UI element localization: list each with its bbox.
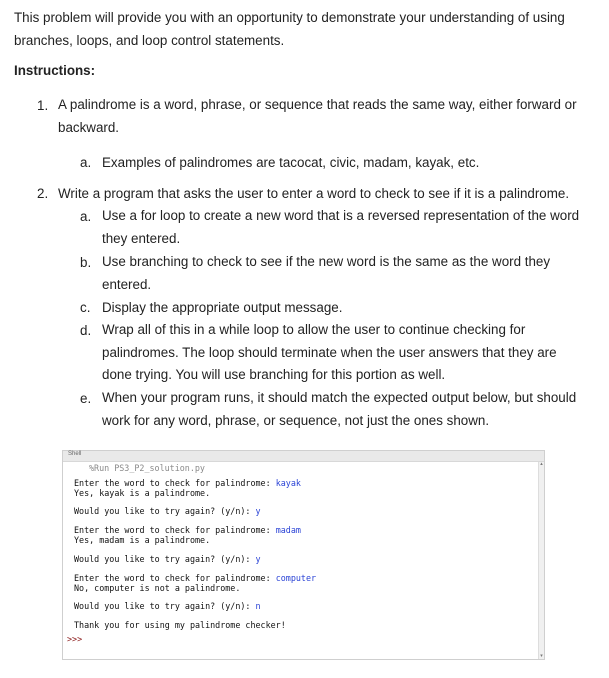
shell-result-1: Yes, kayak is a palindrome. (74, 488, 211, 498)
shell-again-line-1 (74, 506, 261, 516)
enter-prompt-1: Enter the word to check for palindrome: (74, 478, 276, 488)
shell-title-bar (63, 451, 544, 462)
item-2b-marker: b. (80, 255, 92, 270)
shell-run-line: %Run PS3_P2_solution.py (89, 463, 205, 473)
shell-scrollbar[interactable] (538, 462, 544, 659)
item-1a-text: Examples of palindromes are tacocat, civic, madam, kayak, etc. (102, 155, 480, 170)
item-1-line-2: backward. (58, 119, 120, 135)
shell-enter-line-3 (74, 573, 316, 583)
shell-result-3: No, computer is not a palindrome. (74, 583, 241, 593)
user-answer-3: n (255, 601, 261, 611)
again-prompt-3: Would you like to try again? (y/n): (74, 601, 256, 611)
user-input-1: kayak (275, 478, 301, 488)
enter-prompt-2: Enter the word to check for palindrome: (74, 525, 276, 535)
item-1a-marker: a. (80, 155, 92, 170)
user-answer-2: y (255, 554, 261, 564)
shell-again-line-2 (74, 554, 261, 564)
item-2b-line-2: entered. (102, 276, 152, 292)
shell-title: Shell (68, 451, 82, 457)
intro-line-2: branches, loops, and loop control statements. (14, 33, 285, 48)
item-2b-line-1: Use branching to check to see if the new word is the same as the word they (102, 254, 551, 269)
again-prompt-1: Would you like to try again? (y/n): (74, 506, 256, 516)
shell-output-panel (62, 450, 545, 660)
item-2d-line-3: done trying. You will use branching for this portion as well. (102, 367, 446, 382)
item-2b-text (102, 251, 550, 296)
item-2-number: 2. (37, 186, 49, 201)
item-2c-marker: c. (80, 300, 91, 315)
shell-prompt[interactable]: >>> (67, 634, 83, 644)
item-2c-text: Display the appropriate output message. (102, 300, 343, 315)
shell-enter-line-1 (74, 478, 301, 488)
enter-prompt-3: Enter the word to check for palindrome: (74, 573, 276, 583)
item-2d-marker: d. (80, 323, 92, 338)
item-1-text (58, 94, 577, 139)
item-2a-line-1: Use a for loop to create a new word that is a reversed representation of the word (102, 208, 580, 223)
item-2a-line-2: they entered. (102, 230, 181, 246)
user-input-2: madam (275, 525, 301, 535)
again-prompt-2: Would you like to try again? (y/n): (74, 554, 256, 564)
scroll-up-arrow-icon[interactable]: ▴ (540, 461, 543, 467)
item-2e-text (102, 387, 576, 432)
item-1-number: 1. (37, 98, 49, 113)
scroll-down-arrow-icon[interactable]: ▾ (540, 653, 543, 659)
item-2d-line-2: palindromes. The loop should terminate when the user answers that they are (102, 344, 557, 360)
intro-paragraph (14, 6, 565, 52)
shell-thanks-line: Thank you for using my palindrome checker! (74, 620, 286, 630)
item-2-text: Write a program that asks the user to enter a word to check to see if it is a palindrome. (58, 186, 570, 201)
item-2d-line-1: Wrap all of this in a while loop to allow the user to continue checking for (102, 322, 526, 337)
shell-enter-line-2 (74, 525, 301, 535)
item-2a-marker: a. (80, 209, 92, 224)
item-2e-marker: e. (80, 391, 92, 406)
item-2e-line-1: When your program runs, it should match the expected output below, but should (102, 390, 577, 405)
shell-again-line-3 (74, 601, 261, 611)
item-2e-line-2: work for any word, phrase, or sequence, not just the ones shown. (102, 412, 490, 428)
user-input-3: computer (275, 573, 317, 583)
shell-result-2: Yes, madam is a palindrome. (74, 535, 211, 545)
item-2d-text (102, 319, 557, 387)
instructions-heading: Instructions: (14, 63, 96, 78)
intro-line-1: This problem will provide you with an opportunity to demonstrate your understanding of using (14, 10, 565, 25)
item-1-line-1: A palindrome is a word, phrase, or sequence that reads the same way, either forward or (58, 97, 577, 112)
item-2a-text (102, 205, 579, 250)
user-answer-1: y (255, 506, 261, 516)
